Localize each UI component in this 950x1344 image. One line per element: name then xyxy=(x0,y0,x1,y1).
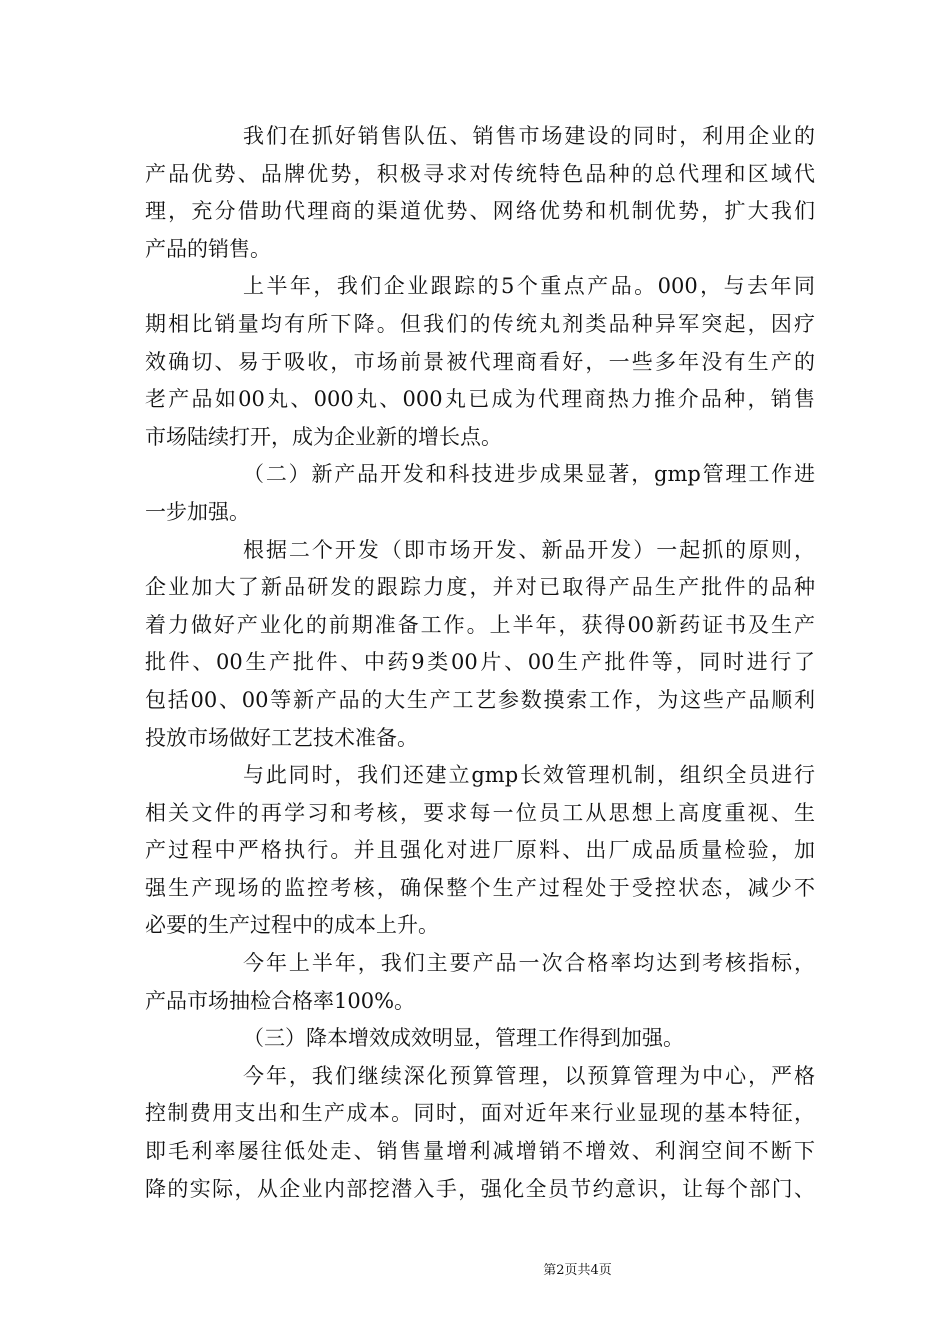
text-line: 今年，我们继续深化预算管理，以预算管理为中心，严格 xyxy=(243,1063,815,1088)
text-line: 产过程中严格执行。并且强化对进厂原料、出厂成品质量检验，加 xyxy=(145,838,815,863)
text-line: 产品的销售。 xyxy=(145,236,271,261)
body-text xyxy=(145,118,815,1208)
text-line: 产品优势、品牌优势，积极寻求对传统特色品种的总代理和区域代 xyxy=(145,161,815,186)
text-line: 即毛利率屡往低处走、销售量增利减增销不增效、利润空间不断下 xyxy=(145,1139,815,1164)
text-line: 产品市场抽检合格率100%。 xyxy=(145,988,416,1013)
text-line: 包括00、00等新产品的大生产工艺参数摸索工作，为这些产品顺利 xyxy=(145,687,815,712)
text-line: 着力做好产业化的前期准备工作。上半年，获得00新药证书及生产 xyxy=(145,612,815,637)
text-line: 投放市场做好工艺技术准备。 xyxy=(145,725,418,750)
page-footer: 第2页共4页 xyxy=(543,1263,612,1278)
text-line: （二）新产品开发和科技进步成果显著，gmp管理工作进 xyxy=(243,462,815,487)
text-line: 一步加强。 xyxy=(145,499,250,524)
text-line: 老产品如00丸、000丸、000丸已成为代理商热力推介品种，销售 xyxy=(145,387,815,412)
text-line: 效确切、易于吸收，市场前景被代理商看好，一些多年没有生产的 xyxy=(145,349,815,374)
text-line: 必要的生产过程中的成本上升。 xyxy=(145,913,439,938)
text-line: 与此同时，我们还建立gmp长效管理机制，组织全员进行 xyxy=(243,763,815,788)
text-line: 相关文件的再学习和考核，要求每一位员工从思想上高度重视、生 xyxy=(145,800,815,825)
text-line: 上半年，我们企业跟踪的5个重点产品。000，与去年同 xyxy=(243,274,815,299)
text-line: （三）降本增效成效明显，管理工作得到加强。 xyxy=(243,1026,684,1051)
text-line: 企业加大了新品研发的跟踪力度，并对已取得产品生产批件的品种 xyxy=(145,575,815,600)
text-line: 我们在抓好销售队伍、销售市场建设的同时，利用企业的 xyxy=(243,124,815,148)
text-line: 控制费用支出和生产成本。同时，面对近年来行业显现的基本特征， xyxy=(145,1101,815,1126)
text-line: 强生产现场的监控考核，确保整个生产过程处于受控状态，减少不 xyxy=(145,875,815,900)
text-line: 降的实际，从企业内部挖潜入手，强化全员节约意识，让每个部门、 xyxy=(145,1176,815,1201)
text-line: 根据二个开发（即市场开发、新品开发）一起抓的原则， xyxy=(243,537,815,562)
text-line: 理，充分借助代理商的渠道优势、网络优势和机制优势，扩大我们 xyxy=(145,199,815,224)
text-line: 今年上半年，我们主要产品一次合格率均达到考核指标， xyxy=(243,951,815,976)
text-line: 期相比销量均有所下降。但我们的传统丸剂类品种异军突起，因疗 xyxy=(145,311,815,336)
text-line: 批件、00生产批件、中药9类00片、00生产批件等，同时进行了 xyxy=(145,650,815,675)
text-line: 市场陆续打开，成为企业新的增长点。 xyxy=(145,424,502,449)
